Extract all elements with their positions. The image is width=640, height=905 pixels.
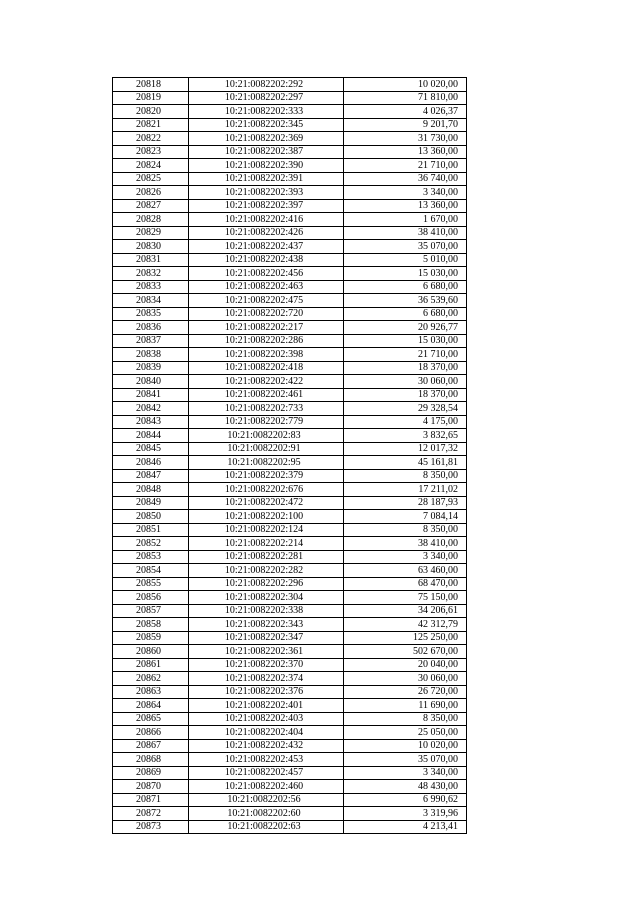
amount-cell: 45 161,81 [344,456,467,470]
table-row [113,348,467,362]
cadastral-number-cell: 10:21:0082202:282 [189,564,344,578]
table-row [113,577,467,591]
table-row [113,402,467,416]
row-number-cell: 20837 [113,334,189,348]
row-number-cell: 20861 [113,658,189,672]
amount-cell: 6 680,00 [344,280,467,294]
cadastral-number-cell: 10:21:0082202:343 [189,618,344,632]
cadastral-number-cell: 10:21:0082202:461 [189,388,344,402]
table-row [113,415,467,429]
amount-cell: 4 213,41 [344,820,467,834]
row-number-cell: 20850 [113,510,189,524]
cadastral-number-cell: 10:21:0082202:56 [189,793,344,807]
row-number-cell: 20827 [113,199,189,213]
cadastral-number-cell: 10:21:0082202:95 [189,456,344,470]
cadastral-number-cell: 10:21:0082202:83 [189,429,344,443]
table-row [113,523,467,537]
amount-cell: 18 370,00 [344,361,467,375]
table-row [113,564,467,578]
row-number-cell: 20819 [113,91,189,105]
cadastral-number-cell: 10:21:0082202:338 [189,604,344,618]
cadastral-number-cell: 10:21:0082202:676 [189,483,344,497]
amount-cell: 13 360,00 [344,145,467,159]
amount-cell: 1 670,00 [344,213,467,227]
amount-cell: 3 340,00 [344,766,467,780]
table-row [113,280,467,294]
row-number-cell: 20842 [113,402,189,416]
row-number-cell: 20860 [113,645,189,659]
cadastral-number-cell: 10:21:0082202:401 [189,699,344,713]
amount-cell: 10 020,00 [344,78,467,92]
cadastral-number-cell: 10:21:0082202:100 [189,510,344,524]
amount-cell: 17 211,02 [344,483,467,497]
cadastral-number-cell: 10:21:0082202:387 [189,145,344,159]
row-number-cell: 20847 [113,469,189,483]
cadastral-number-cell: 10:21:0082202:426 [189,226,344,240]
table-row [113,699,467,713]
cadastral-number-cell: 10:21:0082202:345 [189,118,344,132]
amount-cell: 13 360,00 [344,199,467,213]
amount-cell: 26 720,00 [344,685,467,699]
row-number-cell: 20841 [113,388,189,402]
amount-cell: 3 340,00 [344,186,467,200]
row-number-cell: 20831 [113,253,189,267]
row-number-cell: 20854 [113,564,189,578]
table-row [113,307,467,321]
table-row [113,172,467,186]
row-number-cell: 20825 [113,172,189,186]
cadastral-number-cell: 10:21:0082202:460 [189,780,344,794]
cadastral-number-cell: 10:21:0082202:91 [189,442,344,456]
table-row [113,456,467,470]
table-row [113,118,467,132]
row-number-cell: 20870 [113,780,189,794]
row-number-cell: 20845 [113,442,189,456]
amount-cell: 31 730,00 [344,132,467,146]
amount-cell: 8 350,00 [344,712,467,726]
table-row [113,91,467,105]
amount-cell: 20 926,77 [344,321,467,335]
row-number-cell: 20858 [113,618,189,632]
cadastral-number-cell: 10:21:0082202:376 [189,685,344,699]
cadastral-number-cell: 10:21:0082202:475 [189,294,344,308]
amount-cell: 3 832,65 [344,429,467,443]
amount-cell: 36 539,60 [344,294,467,308]
row-number-cell: 20863 [113,685,189,699]
table-row [113,469,467,483]
table-row [113,253,467,267]
cadastral-number-cell: 10:21:0082202:374 [189,672,344,686]
amount-cell: 42 312,79 [344,618,467,632]
table-row [113,753,467,767]
amount-cell: 10 020,00 [344,739,467,753]
amount-cell: 68 470,00 [344,577,467,591]
cadastral-number-cell: 10:21:0082202:333 [189,105,344,119]
table-row [113,685,467,699]
table-row [113,807,467,821]
row-number-cell: 20851 [113,523,189,537]
row-number-cell: 20846 [113,456,189,470]
table-row [113,267,467,281]
amount-cell: 8 350,00 [344,523,467,537]
row-number-cell: 20829 [113,226,189,240]
amount-cell: 12 017,32 [344,442,467,456]
amount-cell: 3 340,00 [344,550,467,564]
table-row [113,375,467,389]
table-row [113,429,467,443]
cadastral-number-cell: 10:21:0082202:217 [189,321,344,335]
row-number-cell: 20869 [113,766,189,780]
row-number-cell: 20820 [113,105,189,119]
cadastral-number-cell: 10:21:0082202:453 [189,753,344,767]
amount-cell: 20 040,00 [344,658,467,672]
table-row [113,186,467,200]
amount-cell: 63 460,00 [344,564,467,578]
cadastral-number-cell: 10:21:0082202:361 [189,645,344,659]
cadastral-number-cell: 10:21:0082202:369 [189,132,344,146]
cadastral-number-cell: 10:21:0082202:281 [189,550,344,564]
row-number-cell: 20835 [113,307,189,321]
cadastral-number-cell: 10:21:0082202:472 [189,496,344,510]
row-number-cell: 20828 [113,213,189,227]
table-row [113,604,467,618]
row-number-cell: 20859 [113,631,189,645]
amount-cell: 9 201,70 [344,118,467,132]
amount-cell: 11 690,00 [344,699,467,713]
table-row [113,132,467,146]
cadastral-number-cell: 10:21:0082202:779 [189,415,344,429]
row-number-cell: 20832 [113,267,189,281]
cadastral-number-cell: 10:21:0082202:214 [189,537,344,551]
row-number-cell: 20818 [113,78,189,92]
table-row [113,483,467,497]
table-row [113,145,467,159]
table-row [113,496,467,510]
amount-cell: 4 175,00 [344,415,467,429]
cadastral-number-cell: 10:21:0082202:418 [189,361,344,375]
table-row [113,550,467,564]
ledger-body [113,78,467,834]
amount-cell: 36 740,00 [344,172,467,186]
amount-cell: 15 030,00 [344,267,467,281]
table-row [113,240,467,254]
cadastral-number-cell: 10:21:0082202:391 [189,172,344,186]
row-number-cell: 20853 [113,550,189,564]
table-row [113,105,467,119]
table-row [113,618,467,632]
table-row [113,780,467,794]
cadastral-number-cell: 10:21:0082202:347 [189,631,344,645]
table-row [113,645,467,659]
amount-cell: 15 030,00 [344,334,467,348]
row-number-cell: 20822 [113,132,189,146]
cadastral-number-cell: 10:21:0082202:296 [189,577,344,591]
table-row [113,226,467,240]
amount-cell: 28 187,93 [344,496,467,510]
cadastral-number-cell: 10:21:0082202:398 [189,348,344,362]
table-row [113,739,467,753]
cadastral-number-cell: 10:21:0082202:297 [189,91,344,105]
table-row [113,294,467,308]
cadastral-number-cell: 10:21:0082202:438 [189,253,344,267]
amount-cell: 75 150,00 [344,591,467,605]
amount-cell: 502 670,00 [344,645,467,659]
row-number-cell: 20864 [113,699,189,713]
cadastral-number-cell: 10:21:0082202:432 [189,739,344,753]
table-row [113,631,467,645]
row-number-cell: 20821 [113,118,189,132]
cadastral-number-cell: 10:21:0082202:124 [189,523,344,537]
cadastral-number-cell: 10:21:0082202:397 [189,199,344,213]
cadastral-number-cell: 10:21:0082202:304 [189,591,344,605]
row-number-cell: 20852 [113,537,189,551]
table-row [113,766,467,780]
row-number-cell: 20866 [113,726,189,740]
amount-cell: 29 328,54 [344,402,467,416]
table-row [113,442,467,456]
row-number-cell: 20833 [113,280,189,294]
amount-cell: 25 050,00 [344,726,467,740]
row-number-cell: 20824 [113,159,189,173]
table-row [113,361,467,375]
table-row [113,712,467,726]
row-number-cell: 20849 [113,496,189,510]
amount-cell: 8 350,00 [344,469,467,483]
amount-cell: 3 319,96 [344,807,467,821]
amount-cell: 30 060,00 [344,672,467,686]
cadastral-number-cell: 10:21:0082202:733 [189,402,344,416]
row-number-cell: 20826 [113,186,189,200]
table-row [113,199,467,213]
amount-cell: 35 070,00 [344,753,467,767]
cadastral-number-cell: 10:21:0082202:393 [189,186,344,200]
amount-cell: 6 680,00 [344,307,467,321]
row-number-cell: 20862 [113,672,189,686]
table-row [113,726,467,740]
cadastral-number-cell: 10:21:0082202:416 [189,213,344,227]
amount-cell: 38 410,00 [344,537,467,551]
row-number-cell: 20836 [113,321,189,335]
row-number-cell: 20855 [113,577,189,591]
row-number-cell: 20844 [113,429,189,443]
table-row [113,820,467,834]
table-row [113,537,467,551]
table-row [113,591,467,605]
amount-cell: 34 206,61 [344,604,467,618]
row-number-cell: 20867 [113,739,189,753]
table-row [113,658,467,672]
amount-cell: 30 060,00 [344,375,467,389]
row-number-cell: 20873 [113,820,189,834]
cadastral-number-cell: 10:21:0082202:370 [189,658,344,672]
cadastral-number-cell: 10:21:0082202:403 [189,712,344,726]
table-row [113,388,467,402]
row-number-cell: 20838 [113,348,189,362]
cadastral-number-cell: 10:21:0082202:292 [189,78,344,92]
amount-cell: 21 710,00 [344,348,467,362]
row-number-cell: 20857 [113,604,189,618]
table-row [113,213,467,227]
amount-cell: 48 430,00 [344,780,467,794]
table-row [113,78,467,92]
row-number-cell: 20865 [113,712,189,726]
row-number-cell: 20823 [113,145,189,159]
row-number-cell: 20868 [113,753,189,767]
amount-cell: 21 710,00 [344,159,467,173]
amount-cell: 18 370,00 [344,388,467,402]
row-number-cell: 20848 [113,483,189,497]
cadastral-number-cell: 10:21:0082202:457 [189,766,344,780]
row-number-cell: 20834 [113,294,189,308]
row-number-cell: 20871 [113,793,189,807]
amount-cell: 4 026,37 [344,105,467,119]
amount-cell: 71 810,00 [344,91,467,105]
table-row [113,334,467,348]
amount-cell: 5 010,00 [344,253,467,267]
cadastral-number-cell: 10:21:0082202:60 [189,807,344,821]
amount-cell: 35 070,00 [344,240,467,254]
cadastral-number-cell: 10:21:0082202:404 [189,726,344,740]
cadastral-number-cell: 10:21:0082202:463 [189,280,344,294]
table-row [113,510,467,524]
amount-cell: 38 410,00 [344,226,467,240]
row-number-cell: 20830 [113,240,189,254]
cadastral-number-cell: 10:21:0082202:456 [189,267,344,281]
amount-cell: 7 084,14 [344,510,467,524]
table-row [113,159,467,173]
row-number-cell: 20872 [113,807,189,821]
row-number-cell: 20840 [113,375,189,389]
table-row [113,321,467,335]
row-number-cell: 20839 [113,361,189,375]
amount-cell: 125 250,00 [344,631,467,645]
row-number-cell: 20843 [113,415,189,429]
cadastral-number-cell: 10:21:0082202:379 [189,469,344,483]
row-number-cell: 20856 [113,591,189,605]
ledger-table [112,77,467,834]
table-row [113,793,467,807]
cadastral-number-cell: 10:21:0082202:720 [189,307,344,321]
cadastral-number-cell: 10:21:0082202:63 [189,820,344,834]
cadastral-number-cell: 10:21:0082202:422 [189,375,344,389]
cadastral-number-cell: 10:21:0082202:286 [189,334,344,348]
amount-cell: 6 990,62 [344,793,467,807]
table-row [113,672,467,686]
cadastral-number-cell: 10:21:0082202:390 [189,159,344,173]
cadastral-number-cell: 10:21:0082202:437 [189,240,344,254]
